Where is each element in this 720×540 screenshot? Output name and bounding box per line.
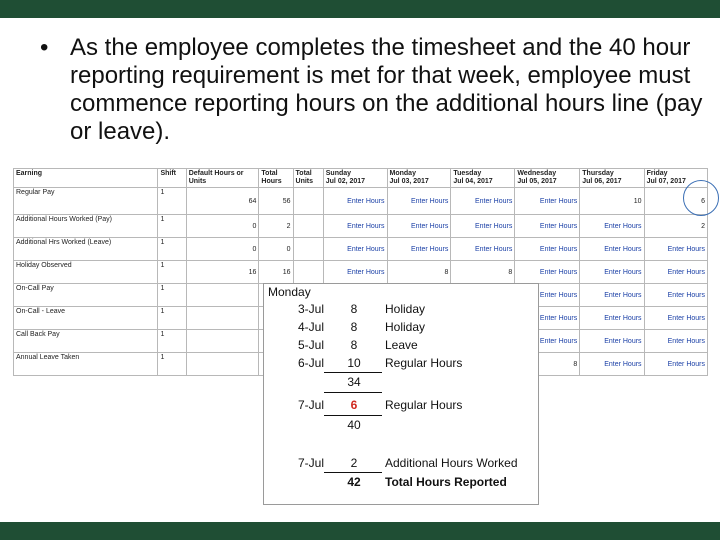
enter-hours-link[interactable]: Enter Hours — [644, 284, 707, 307]
enter-hours-link[interactable]: Enter Hours — [644, 353, 707, 376]
panel-label: Regular Hours — [385, 398, 463, 412]
panel-grand-total-row — [264, 475, 538, 493]
day-hours-cell: 8 — [387, 261, 451, 284]
total-units-cell — [293, 215, 323, 238]
panel-label: Regular Hours — [385, 356, 463, 370]
total-hours-cell: 56 — [259, 188, 293, 215]
timesheet-header-row — [14, 169, 708, 188]
slide-top-bar — [0, 0, 720, 18]
header-total-units: Total Units — [293, 169, 323, 188]
header-day: Thursday Jul 06, 2017 — [580, 169, 644, 188]
total-units-cell — [293, 188, 323, 215]
default-hours-cell — [186, 307, 259, 330]
day-hours-cell: 8 — [515, 353, 580, 376]
panel-row — [264, 356, 538, 374]
panel-date: 3-Jul — [297, 302, 324, 316]
bullet-icon: • — [40, 34, 49, 61]
enter-hours-link[interactable]: Enter Hours — [644, 330, 707, 353]
panel-date: 6-Jul — [297, 356, 324, 370]
enter-hours-link[interactable]: Enter Hours — [323, 188, 387, 215]
enter-hours-link[interactable]: Enter Hours — [387, 188, 451, 215]
day-hours-cell: 6 — [644, 188, 707, 215]
enter-hours-link[interactable]: Enter Hours — [644, 261, 707, 284]
timesheet-row — [14, 261, 708, 284]
shift-cell: 1 — [158, 284, 186, 307]
panel-hours: 8 — [350, 320, 358, 334]
panel-hours: 8 — [350, 338, 358, 352]
monday-calculation-panel — [263, 283, 539, 505]
shift-cell: 1 — [158, 261, 186, 284]
enter-hours-link[interactable]: Enter Hours — [515, 307, 580, 330]
header-day: Sunday Jul 02, 2017 — [323, 169, 387, 188]
enter-hours-link[interactable]: Enter Hours — [580, 330, 644, 353]
earning-cell: Annual Leave Taken — [14, 353, 158, 376]
enter-hours-link[interactable]: Enter Hours — [451, 188, 515, 215]
sum-divider — [324, 392, 382, 393]
enter-hours-link[interactable]: Enter Hours — [644, 238, 707, 261]
total-hours-cell: 0 — [259, 238, 293, 261]
enter-hours-link[interactable]: Enter Hours — [515, 330, 580, 353]
enter-hours-link[interactable]: Enter Hours — [580, 284, 644, 307]
header-day: Wednesday Jul 05, 2017 — [515, 169, 580, 188]
panel-grand-label: Total Hours Reported — [385, 475, 507, 489]
header-day: Monday Jul 03, 2017 — [387, 169, 451, 188]
total-hours-cell: 16 — [259, 261, 293, 284]
enter-hours-link[interactable]: Enter Hours — [515, 261, 580, 284]
highlight-circle — [683, 180, 719, 216]
enter-hours-link[interactable]: Enter Hours — [515, 284, 580, 307]
shift-cell: 1 — [158, 215, 186, 238]
panel-label: Holiday — [385, 320, 426, 334]
default-hours-cell — [186, 284, 259, 307]
slide-bottom-bar — [0, 522, 720, 540]
enter-hours-link[interactable]: Enter Hours — [323, 215, 387, 238]
sum-divider — [324, 415, 382, 416]
panel-row — [264, 338, 538, 356]
enter-hours-link[interactable]: Enter Hours — [580, 307, 644, 330]
sum-divider — [324, 472, 382, 473]
panel-total40: 40 — [347, 418, 361, 432]
enter-hours-link[interactable]: Enter Hours — [387, 238, 451, 261]
sum-divider — [324, 372, 382, 373]
earning-cell: Additional Hrs Worked (Leave) — [14, 238, 158, 261]
day-hours-cell: 8 — [451, 261, 515, 284]
header-total-hours: Total Hours — [259, 169, 293, 188]
default-hours-cell — [186, 353, 259, 376]
header-day: Friday Jul 07, 2017 — [644, 169, 707, 188]
panel-total40-row — [264, 418, 538, 436]
enter-hours-link[interactable]: Enter Hours — [580, 215, 644, 238]
timesheet-row — [14, 238, 708, 261]
earning-cell: On-Call - Leave — [14, 307, 158, 330]
enter-hours-link[interactable]: Enter Hours — [387, 215, 451, 238]
panel-hours-highlight: 6 — [350, 398, 358, 412]
panel-hours: 2 — [350, 456, 358, 470]
enter-hours-link[interactable]: Enter Hours — [580, 238, 644, 261]
enter-hours-link[interactable]: Enter Hours — [515, 215, 580, 238]
earning-cell: Additional Hours Worked (Pay) — [14, 215, 158, 238]
earning-cell: On-Call Pay — [14, 284, 158, 307]
panel-row — [264, 398, 538, 416]
bullet-text: As the employee completes the timesheet and the 40 hour reporting requirement is met for that week, employee must commence reporting hours on the additional hours line (pay or leave). — [70, 34, 703, 145]
earning-cell: Call Back Pay — [14, 330, 158, 353]
enter-hours-link[interactable]: Enter Hours — [644, 307, 707, 330]
header-default-hours: Default Hours or Units — [186, 169, 259, 188]
default-hours-cell — [186, 330, 259, 353]
enter-hours-link[interactable]: Enter Hours — [451, 238, 515, 261]
panel-hours: 8 — [350, 302, 358, 316]
panel-subtotal: 34 — [347, 375, 361, 389]
earning-cell: Regular Pay — [14, 188, 158, 215]
default-hours-cell: 64 — [186, 188, 259, 215]
panel-label: Leave — [385, 338, 418, 352]
panel-grand-total: 42 — [347, 475, 361, 489]
day-hours-cell: 10 — [580, 188, 644, 215]
header-earning: Earning — [14, 169, 158, 188]
enter-hours-link[interactable]: Enter Hours — [323, 238, 387, 261]
panel-date: 5-Jul — [297, 338, 324, 352]
panel-row — [264, 320, 538, 338]
default-hours-cell: 0 — [186, 238, 259, 261]
default-hours-cell: 16 — [186, 261, 259, 284]
panel-date: 7-Jul — [297, 456, 324, 470]
total-units-cell — [293, 238, 323, 261]
shift-cell: 1 — [158, 353, 186, 376]
header-day: Tuesday Jul 04, 2017 — [451, 169, 515, 188]
enter-hours-link[interactable]: Enter Hours — [323, 261, 387, 284]
panel-row — [264, 456, 538, 474]
total-units-cell — [293, 261, 323, 284]
shift-cell: 1 — [158, 307, 186, 330]
default-hours-cell: 0 — [186, 215, 259, 238]
panel-date: 7-Jul — [297, 398, 324, 412]
enter-hours-link[interactable]: Enter Hours — [451, 215, 515, 238]
enter-hours-link[interactable]: Enter Hours — [515, 188, 580, 215]
panel-hours: 10 — [347, 356, 361, 370]
total-hours-cell: 2 — [259, 215, 293, 238]
panel-title: Monday — [268, 285, 311, 299]
header-shift: Shift — [158, 169, 186, 188]
shift-cell: 1 — [158, 188, 186, 215]
timesheet-row — [14, 215, 708, 238]
panel-label: Additional Hours Worked — [385, 456, 518, 470]
shift-cell: 1 — [158, 238, 186, 261]
shift-cell: 1 — [158, 330, 186, 353]
panel-date: 4-Jul — [297, 320, 324, 334]
panel-row — [264, 302, 538, 320]
enter-hours-link[interactable]: Enter Hours — [580, 261, 644, 284]
timesheet-row — [14, 188, 708, 215]
panel-subtotal-row — [264, 375, 538, 393]
enter-hours-link[interactable]: Enter Hours — [515, 238, 580, 261]
enter-hours-link[interactable]: Enter Hours — [580, 353, 644, 376]
day-hours-cell: 2 — [644, 215, 707, 238]
earning-cell: Holiday Observed — [14, 261, 158, 284]
panel-label: Holiday — [385, 302, 426, 316]
